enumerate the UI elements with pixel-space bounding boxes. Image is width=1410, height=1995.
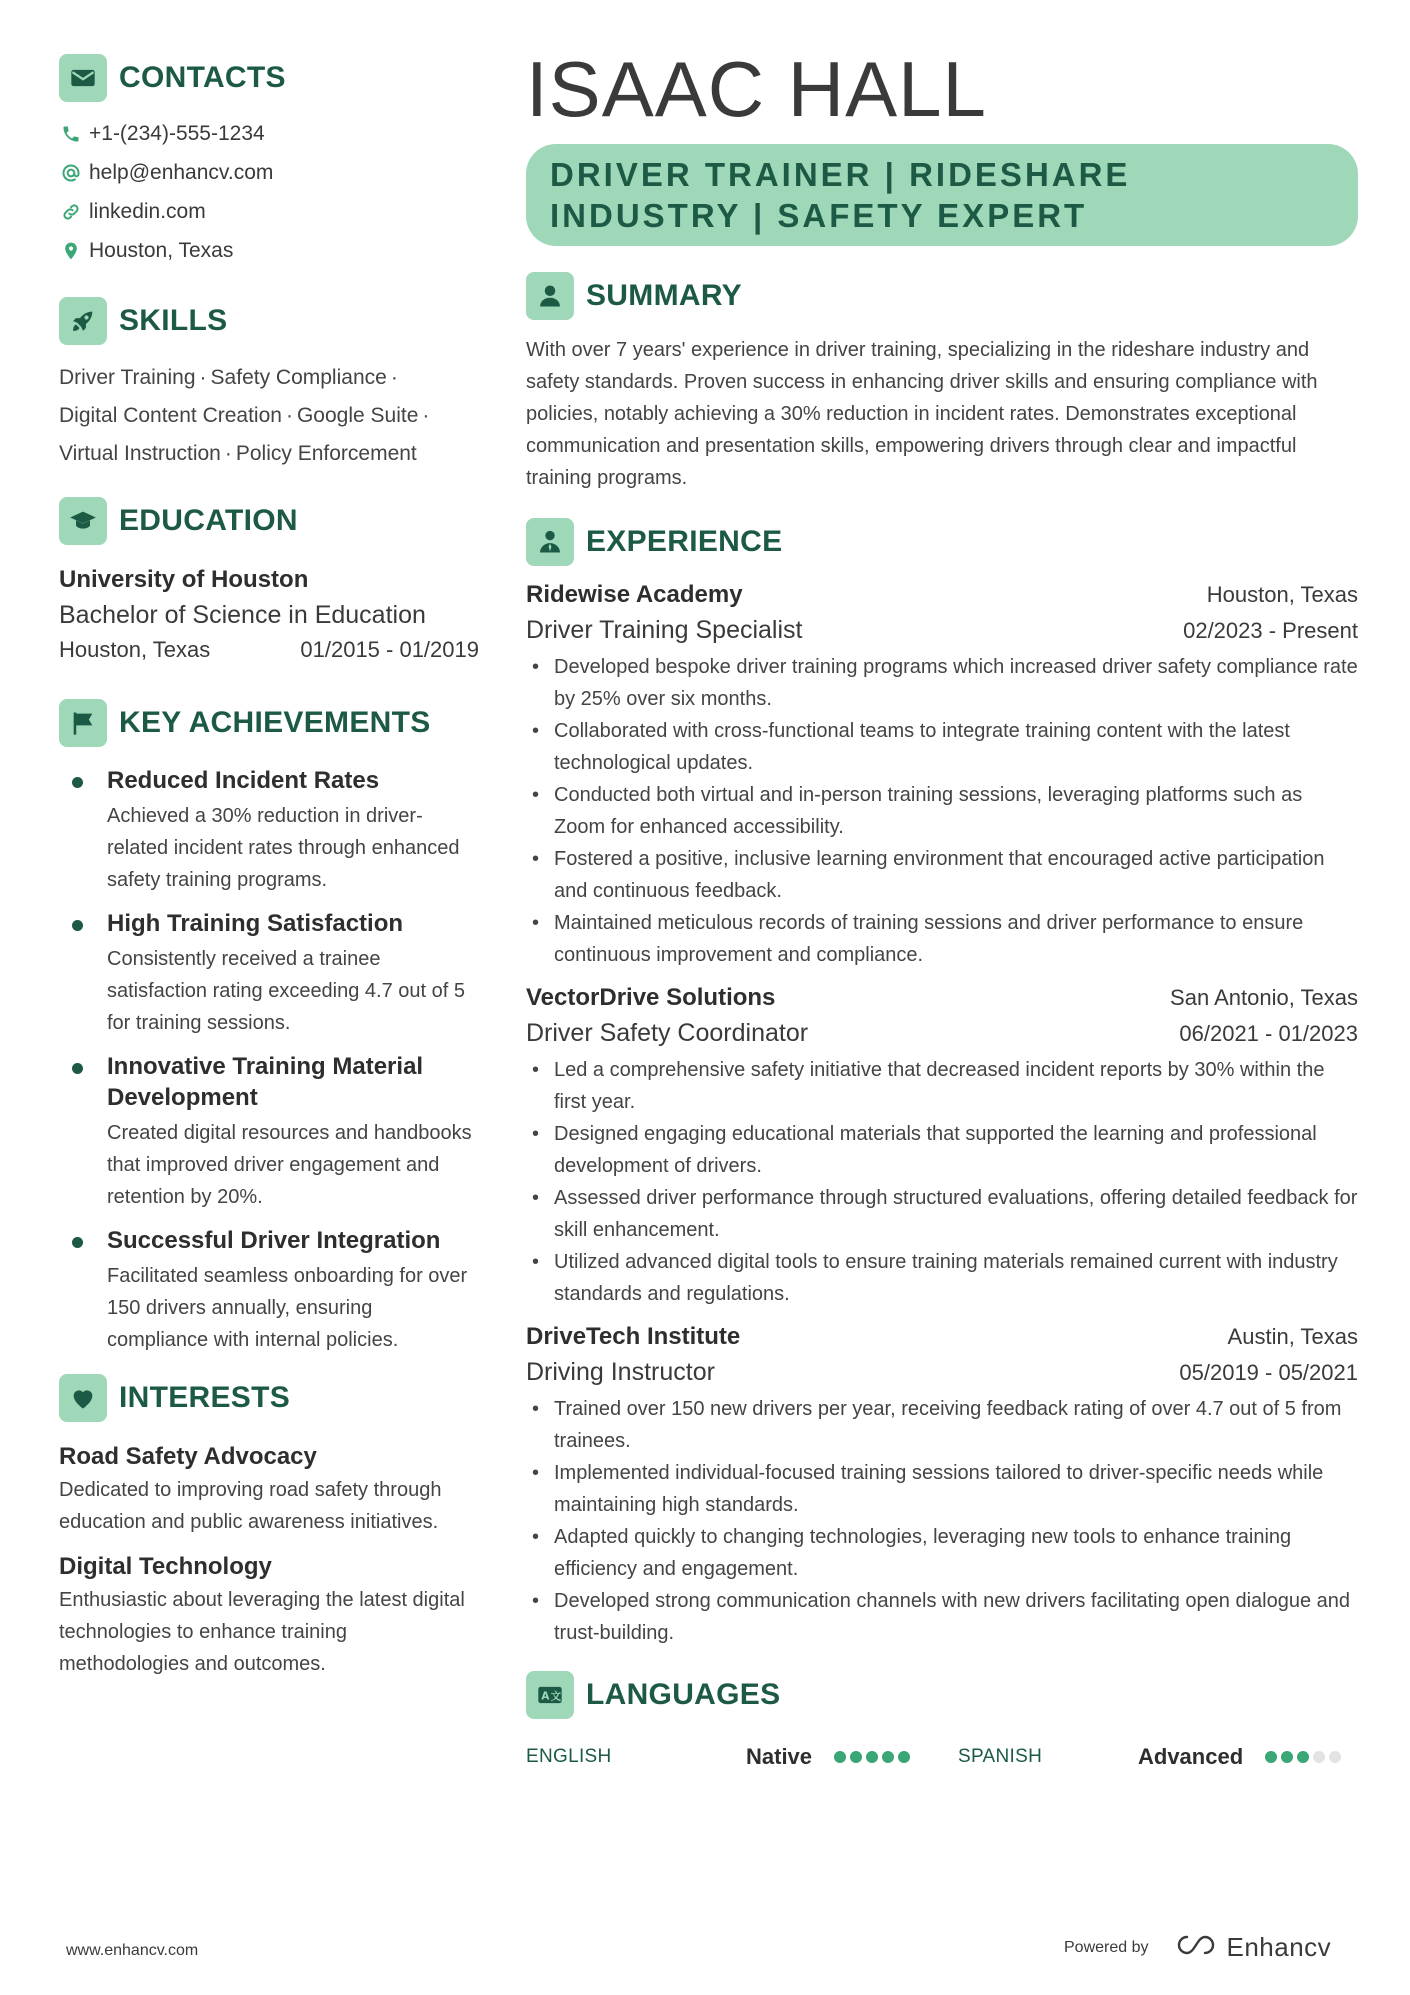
- rating-dot: [882, 1751, 894, 1763]
- job-role: Driving Instructor: [526, 1358, 715, 1386]
- rating-dot: [866, 1751, 878, 1763]
- language-item: [958, 1744, 1358, 1770]
- contact-list: [59, 114, 479, 270]
- rating-dot: [834, 1751, 846, 1763]
- job-location: Houston, Texas: [1206, 582, 1358, 607]
- job-location: San Antonio, Texas: [1170, 985, 1358, 1010]
- skill-item: Policy Enforcement: [235, 442, 417, 465]
- achievements-list: [59, 765, 479, 1356]
- job-dates: 06/2021 - 01/2023: [1179, 1021, 1358, 1046]
- rating-dot: [1297, 1751, 1309, 1763]
- language-rating: [1265, 1751, 1345, 1763]
- achievements-heading: [59, 699, 479, 747]
- education-school: University of Houston: [59, 566, 309, 593]
- bullet-dot: [72, 1063, 83, 1074]
- education-heading: [59, 497, 479, 545]
- language-name: SPANISH: [958, 1746, 1043, 1767]
- contacts-title: CONTACTS: [119, 61, 286, 94]
- achievement-title: Successful Driver Integration: [107, 1227, 441, 1254]
- job-bullet: • Designed engaging educational materials that supported the learning and professional development of drivers.: [526, 1118, 1358, 1182]
- left-column: [59, 54, 479, 1692]
- achievement-item: [59, 1051, 479, 1213]
- achievement-desc: Facilitated seamless onboarding for over 150 drivers annually, ensuring compliance with internal policies.: [107, 1265, 468, 1351]
- education-title: EDUCATION: [119, 504, 298, 537]
- job-header: [526, 1320, 1358, 1354]
- candidate-name: ISAAC HALL: [526, 45, 987, 133]
- phone-text: +1-(234)-555-1234: [89, 121, 265, 145]
- interest-desc: Enthusiastic about leveraging the latest digital technologies to enhance training methodologies and outcomes.: [59, 1589, 465, 1675]
- education-dates: 01/2015 - 01/2019: [300, 637, 479, 662]
- achievement-title: High Training Satisfaction: [107, 910, 404, 937]
- enhancv-logo-icon: [1175, 1933, 1219, 1962]
- interests-heading: [59, 1374, 479, 1422]
- bullet-dot: [72, 1237, 83, 1248]
- rocket-icon: [59, 297, 107, 345]
- candidate-title: DRIVER TRAINER | RIDESHARE INDUSTRY | SAFETY EXPERT: [550, 156, 1131, 234]
- contacts-heading: [59, 54, 479, 102]
- svg-text:文: 文: [550, 1690, 562, 1703]
- skills-heading: [59, 297, 479, 345]
- achievement-title: Innovative Training Material Development: [107, 1053, 424, 1111]
- skill-item: Google Suite: [296, 404, 419, 427]
- interest-title: Digital Technology: [59, 1553, 272, 1580]
- title-banner: [526, 144, 1358, 246]
- job-bullet: • Conducted both virtual and in-person training sessions, leveraging platforms such as Zoom for enhanced accessibility.: [526, 779, 1358, 843]
- contact-email: [59, 153, 479, 192]
- achievement-desc: Consistently received a trainee satisfaction rating exceeding 4.7 out of 5 for training sessions.: [107, 948, 466, 1034]
- skill-item: Virtual Instruction: [59, 442, 221, 465]
- footer-brand: [1064, 1932, 1331, 1963]
- job-bullets: [526, 1054, 1358, 1310]
- job-bullets: [526, 651, 1358, 971]
- at-icon: [59, 161, 83, 185]
- job-subheader: [526, 612, 1358, 649]
- job-bullet: • Collaborated with cross-functional teams to integrate training content with the latest technological updates.: [526, 715, 1358, 779]
- footer-website[interactable]: www.enhancv.com: [66, 1942, 199, 1959]
- skills-list: Driver Training · Safety Compliance · Digital Content Creation · Google Suite · Virtual Instruction · Policy Enforcement: [59, 366, 430, 465]
- user-icon: [526, 272, 574, 320]
- job-subheader: [526, 1015, 1358, 1052]
- job-entry: [526, 1320, 1358, 1649]
- job-bullet: • Led a comprehensive safety initiative that decreased incident reports by 30% within the first year.: [526, 1054, 1358, 1118]
- phone-icon: [59, 122, 83, 146]
- language-name: ENGLISH: [526, 1746, 612, 1767]
- email-link[interactable]: help@enhancv.com: [89, 160, 274, 184]
- rating-dot: [898, 1751, 910, 1763]
- job-dates: 05/2019 - 05/2021: [1179, 1360, 1358, 1385]
- job-header: [526, 981, 1358, 1015]
- languages-heading: [526, 1671, 1358, 1719]
- achievement-item: [59, 765, 479, 896]
- job-bullet: • Assessed driver performance through structured evaluations, offering detailed feedback for skill enhancement.: [526, 1182, 1358, 1246]
- job-bullet: • Trained over 150 new drivers per year, receiving feedback rating of over 4.7 out of 5 from trainees.: [526, 1393, 1358, 1457]
- job-bullet: • Utilized advanced digital tools to ensure training materials remained current with industry standards and regulations.: [526, 1246, 1358, 1310]
- job-location: Austin, Texas: [1227, 1324, 1358, 1349]
- interests-title: INTERESTS: [119, 1381, 291, 1414]
- contact-location: [59, 231, 479, 270]
- experience-heading: [526, 518, 1358, 566]
- achievements-title: KEY ACHIEVEMENTS: [119, 706, 431, 739]
- job-bullet: • Developed strong communication channels with new drivers facilitating open dialogue and trust-building.: [526, 1585, 1358, 1649]
- job-bullet: • Maintained meticulous records of training sessions and driver performance to ensure continuous improvement and compliance.: [526, 907, 1358, 971]
- envelope-icon: [59, 54, 107, 102]
- briefcase-user-icon: [526, 518, 574, 566]
- languages-title: LANGUAGES: [586, 1678, 781, 1711]
- skill-item: Driver Training: [59, 366, 196, 389]
- language-icon: [526, 1671, 574, 1719]
- education-degree: Bachelor of Science in Education: [59, 601, 426, 629]
- summary-title: SUMMARY: [586, 279, 742, 312]
- education-entry: [59, 563, 479, 667]
- powered-by-text: Powered by: [1064, 1938, 1149, 1956]
- achievement-title: Reduced Incident Rates: [107, 767, 380, 794]
- interests-list: [59, 1440, 479, 1680]
- job-bullets: [526, 1393, 1358, 1649]
- bullet-dot: [72, 777, 83, 788]
- heart-icon: [59, 1374, 107, 1422]
- achievement-item: [59, 908, 479, 1039]
- achievement-desc: Achieved a 30% reduction in driver-related incident rates through enhanced safety training programs.: [107, 805, 460, 891]
- languages-list: [526, 1737, 1358, 1777]
- job-subheader: [526, 1354, 1358, 1391]
- job-role: Driver Safety Coordinator: [526, 1019, 809, 1047]
- achievement-item: [59, 1225, 479, 1356]
- job-bullet: • Implemented individual-focused training sessions tailored to driver-specific needs while maintaining high standards.: [526, 1457, 1358, 1521]
- job-entry: [526, 578, 1358, 971]
- education-meta: [59, 633, 479, 667]
- language-rating: [834, 1751, 914, 1763]
- brand-name: Enhancv: [1226, 1932, 1332, 1962]
- interest-title: Road Safety Advocacy: [59, 1443, 317, 1470]
- interest-desc: Dedicated to improving road safety through education and public awareness initiatives.: [59, 1479, 442, 1533]
- language-item: [526, 1744, 958, 1770]
- skill-item: Safety Compliance: [210, 366, 387, 389]
- skills-title: SKILLS: [119, 304, 228, 337]
- right-column: [526, 46, 1358, 1777]
- job-role: Driver Training Specialist: [526, 616, 803, 644]
- bullet-dot: [72, 920, 83, 931]
- achievement-desc: Created digital resources and handbooks that improved driver engagement and retention by 20%.: [107, 1122, 472, 1208]
- link-icon: [59, 200, 83, 224]
- rating-dot: [1265, 1751, 1277, 1763]
- language-level: Native: [746, 1744, 813, 1769]
- job-company: DriveTech Institute: [526, 1323, 741, 1350]
- job-bullet: • Developed bespoke driver training programs which increased driver safety compliance rate by 25% over six months.: [526, 651, 1358, 715]
- rating-dot: [1281, 1751, 1293, 1763]
- rating-dot: [1329, 1751, 1341, 1763]
- job-entry: [526, 981, 1358, 1310]
- job-header: [526, 578, 1358, 612]
- job-bullet: • Fostered a positive, inclusive learning environment that encouraged active participation and continuous feedback.: [526, 843, 1358, 907]
- job-bullet: • Adapted quickly to changing technologies, leveraging new tools to enhance training efficiency and engagement.: [526, 1521, 1358, 1585]
- contact-linkedin: [59, 192, 479, 231]
- rating-dot: [850, 1751, 862, 1763]
- language-level: Advanced: [1138, 1744, 1244, 1769]
- rating-dot: [1313, 1751, 1325, 1763]
- svg-text:A: A: [541, 1690, 550, 1703]
- experience-title: EXPERIENCE: [586, 525, 783, 558]
- skill-item: Digital Content Creation: [59, 404, 282, 427]
- location-text: Houston, Texas: [89, 238, 234, 262]
- summary-text: With over 7 years' experience in driver training, specializing in the rideshare industry and safety standards. Proven success in enhancing driver skills and ensuring compliance with policies, notably achieving a 30% reduction in incident rates. Demonstrates exceptional communication and presentation skills, empowering drivers through clear and impactful training programs.: [526, 339, 1318, 489]
- flag-icon: [59, 699, 107, 747]
- map-pin-icon: [59, 239, 83, 263]
- job-company: Ridewise Academy: [526, 581, 743, 608]
- summary-heading: [526, 272, 1358, 320]
- education-location: Houston, Texas: [59, 637, 211, 662]
- linkedin-link[interactable]: linkedin.com: [89, 199, 206, 223]
- graduation-cap-icon: [59, 497, 107, 545]
- job-company: VectorDrive Solutions: [526, 984, 776, 1011]
- job-dates: 02/2023 - Present: [1183, 618, 1358, 643]
- contact-phone: [59, 114, 479, 153]
